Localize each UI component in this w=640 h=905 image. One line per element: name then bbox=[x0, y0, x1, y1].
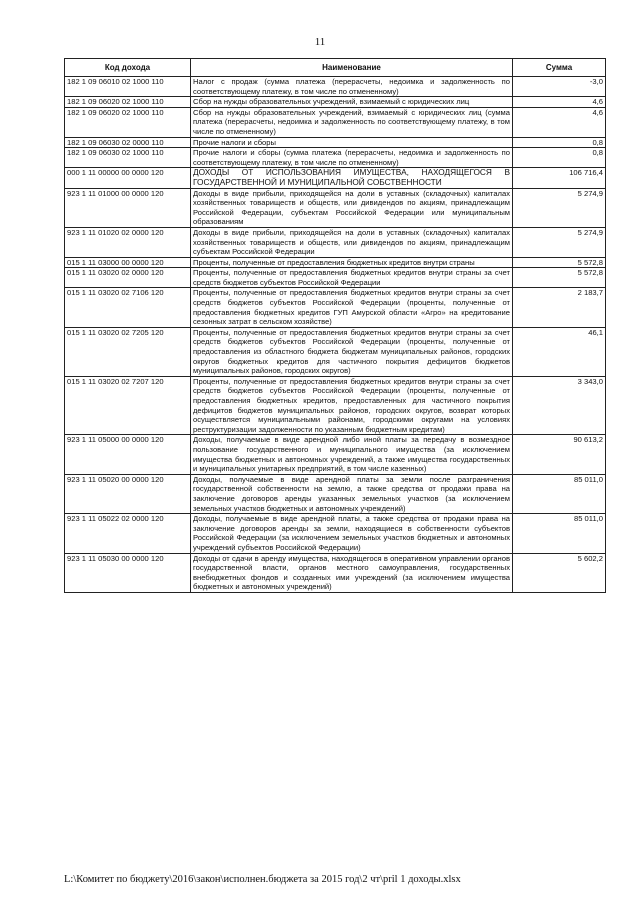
row-name: Налог с продаж (сумма платежа (перерасчеты, недоимка и задолженность по соответствующему платежу, в том числе по отмененному) bbox=[191, 77, 513, 97]
row-sum: 5 602,2 bbox=[513, 553, 606, 592]
row-name: Доходы в виде прибыли, приходящейся на доли в уставных (складочных) капиталах хозяйственных товариществ и обществ, или дивидендов по акциям, принадлежащим субъектам Российской Федерации bbox=[191, 227, 513, 257]
table-row bbox=[65, 268, 606, 288]
row-code: 923 1 11 05022 02 0000 120 bbox=[65, 514, 191, 553]
row-code: 182 1 09 06030 02 0000 110 bbox=[65, 137, 191, 148]
row-sum: 5 274,9 bbox=[513, 188, 606, 227]
row-code: 000 1 11 00000 00 0000 120 bbox=[65, 168, 191, 188]
row-code: 182 1 09 06020 02 1000 110 bbox=[65, 107, 191, 137]
row-name: Прочие налоги и сборы (сумма платежа (перерасчеты, недоимка и задолженность по соответствующему платежу, в том числе по отмененному) bbox=[191, 148, 513, 168]
row-code: 182 1 09 06020 02 1000 110 bbox=[65, 97, 191, 108]
row-code: 923 1 11 05000 00 0000 120 bbox=[65, 435, 191, 474]
row-name: Проценты, полученные от предоставления бюджетных кредитов внутри страны за счет средств бюджетов субъектов Российской Федерации bbox=[191, 268, 513, 288]
row-name: Доходы, получаемые в виде арендной платы, а также средства от продажи права на заключение договоров аренды за земли, находящиеся в собственности субъектов Российской Федерации (за исключением земельных участков бюджетных и автономных учреждений субъектов Российской Федерации) bbox=[191, 514, 513, 553]
table-row bbox=[65, 188, 606, 227]
row-sum: 5 572,8 bbox=[513, 257, 606, 268]
row-sum: 90 613,2 bbox=[513, 435, 606, 474]
table-row bbox=[65, 227, 606, 257]
header-code: Код дохода bbox=[65, 59, 191, 77]
row-code: 015 1 11 03020 02 0000 120 bbox=[65, 268, 191, 288]
table-row bbox=[65, 77, 606, 97]
row-name: Проценты, полученные от предоставления бюджетных кредитов внутри страны bbox=[191, 257, 513, 268]
header-name: Наименование bbox=[191, 59, 513, 77]
table-header-row bbox=[65, 59, 606, 77]
row-sum: 106 716,4 bbox=[513, 168, 606, 188]
page-number: 11 bbox=[314, 36, 326, 48]
table-row bbox=[65, 257, 606, 268]
row-name: Проценты, полученные от предоставления бюджетных кредитов внутри страны за счет средств бюджетов субъектов Российской Федерации (проценты, полученные от предоставления из областного бюджета бюджетам муниципальных районов, городских округов бюджетных кредитов для частичного покрытия дефицитов бюджетов муниципальных районов, городских округов) bbox=[191, 327, 513, 376]
row-code: 923 1 11 05030 00 0000 120 bbox=[65, 553, 191, 592]
header-sum: Сумма bbox=[513, 59, 606, 77]
row-sum: 4,6 bbox=[513, 107, 606, 137]
row-code: 015 1 11 03000 00 0000 120 bbox=[65, 257, 191, 268]
row-name: Прочие налоги и сборы bbox=[191, 137, 513, 148]
table-row bbox=[65, 148, 606, 168]
row-sum: 4,6 bbox=[513, 97, 606, 108]
row-sum: 5 274,9 bbox=[513, 227, 606, 257]
row-code: 182 1 09 06010 02 1000 110 bbox=[65, 77, 191, 97]
row-sum: 0,8 bbox=[513, 137, 606, 148]
row-sum: 85 011,0 bbox=[513, 474, 606, 513]
row-sum: 46,1 bbox=[513, 327, 606, 376]
row-code: 923 1 11 05020 00 0000 120 bbox=[65, 474, 191, 513]
table-row bbox=[65, 435, 606, 474]
table-row bbox=[65, 97, 606, 108]
row-name: ДОХОДЫ ОТ ИСПОЛЬЗОВАНИЯ ИМУЩЕСТВА, НАХОДЯЩЕГОСЯ В ГОСУДАРСТВЕННОЙ И МУНИЦИПАЛЬНОЙ СОБСТВЕННОСТИ bbox=[191, 168, 513, 188]
file-path-footer: L:\Комитет по бюджету\2016\закон\исполнен.бюджета за 2015 год\2 чт\pril 1 доходы.xlsx bbox=[64, 874, 461, 885]
row-code: 923 1 11 01020 02 0000 120 bbox=[65, 227, 191, 257]
table-row bbox=[65, 514, 606, 553]
table-row bbox=[65, 137, 606, 148]
table-row bbox=[65, 107, 606, 137]
row-sum: -3,0 bbox=[513, 77, 606, 97]
table-row bbox=[65, 474, 606, 513]
table-row bbox=[65, 327, 606, 376]
row-name: Сбор на нужды образовательных учреждений, взимаемый с юридических лиц (сумма платежа (перерасчеты, недоимка и задолженность по соответствующему платежу, в том числе по отмененному) bbox=[191, 107, 513, 137]
row-code: 015 1 11 03020 02 7106 120 bbox=[65, 288, 191, 327]
row-sum: 5 572,8 bbox=[513, 268, 606, 288]
row-name: Доходы в виде прибыли, приходящейся на доли в уставных (складочных) капиталах хозяйственных товариществ и обществ, или дивидендов по акциям, принадлежащим Российской Федерации, субъектам Российской Федерации или муниципальным образованиям bbox=[191, 188, 513, 227]
row-sum: 3 343,0 bbox=[513, 376, 606, 435]
row-sum: 0,8 bbox=[513, 148, 606, 168]
row-name: Сбор на нужды образовательных учреждений, взимаемый с юридических лиц bbox=[191, 97, 513, 108]
row-code: 015 1 11 03020 02 7207 120 bbox=[65, 376, 191, 435]
row-code: 015 1 11 03020 02 7205 120 bbox=[65, 327, 191, 376]
row-name: Проценты, полученные от предоставления бюджетных кредитов внутри страны за счет средств бюджетов субъектов Российской Федерации (проценты, полученные от предоставления бюджетных кредитов ГУП Амурской области «Агро» на кредитование сезонных затрат в сельском хозяйстве) bbox=[191, 288, 513, 327]
row-sum: 2 183,7 bbox=[513, 288, 606, 327]
table-row bbox=[65, 553, 606, 592]
row-code: 182 1 09 06030 02 1000 110 bbox=[65, 148, 191, 168]
table-row bbox=[65, 168, 606, 188]
row-sum: 85 011,0 bbox=[513, 514, 606, 553]
table-row bbox=[65, 376, 606, 435]
row-name: Доходы, получаемые в виде арендной либо иной платы за передачу в возмездное пользование государственного и муниципального имущества (за исключением имущества бюджетных и автономных учреждений, а также имущества государственных и муниципальных унитарных предприятий, в том числе казенных) bbox=[191, 435, 513, 474]
table-row bbox=[65, 288, 606, 327]
row-name: Проценты, полученные от предоставления бюджетных кредитов внутри страны за счет средств бюджетов субъектов Российской Федерации (проценты, полученные от предоставления бюджетных кредитов, предоставленных для частичного покрытия дефицитов бюджетов муниципальных районов, городских округов, возврат которых осуществляется муниципальными районами, городскими округами на условиях реструктуризации задолженности по указанным бюджетным кредитам) bbox=[191, 376, 513, 435]
row-code: 923 1 11 01000 00 0000 120 bbox=[65, 188, 191, 227]
revenue-table bbox=[64, 58, 606, 593]
row-name: Доходы от сдачи в аренду имущества, находящегося в оперативном управлении органов государственной власти, органов местного самоуправления, государственных внебюджетных фондов и созданных ими учреждений (за исключением имущества бюджетных и автономных учреждений) bbox=[191, 553, 513, 592]
row-name: Доходы, получаемые в виде арендной платы за земли после разграничения государственной собственности на землю, а также средства от продажи права на заключение договоров аренды указанных земельных участков (за исключением земельных участков бюджетных и автономных учреждений) bbox=[191, 474, 513, 513]
